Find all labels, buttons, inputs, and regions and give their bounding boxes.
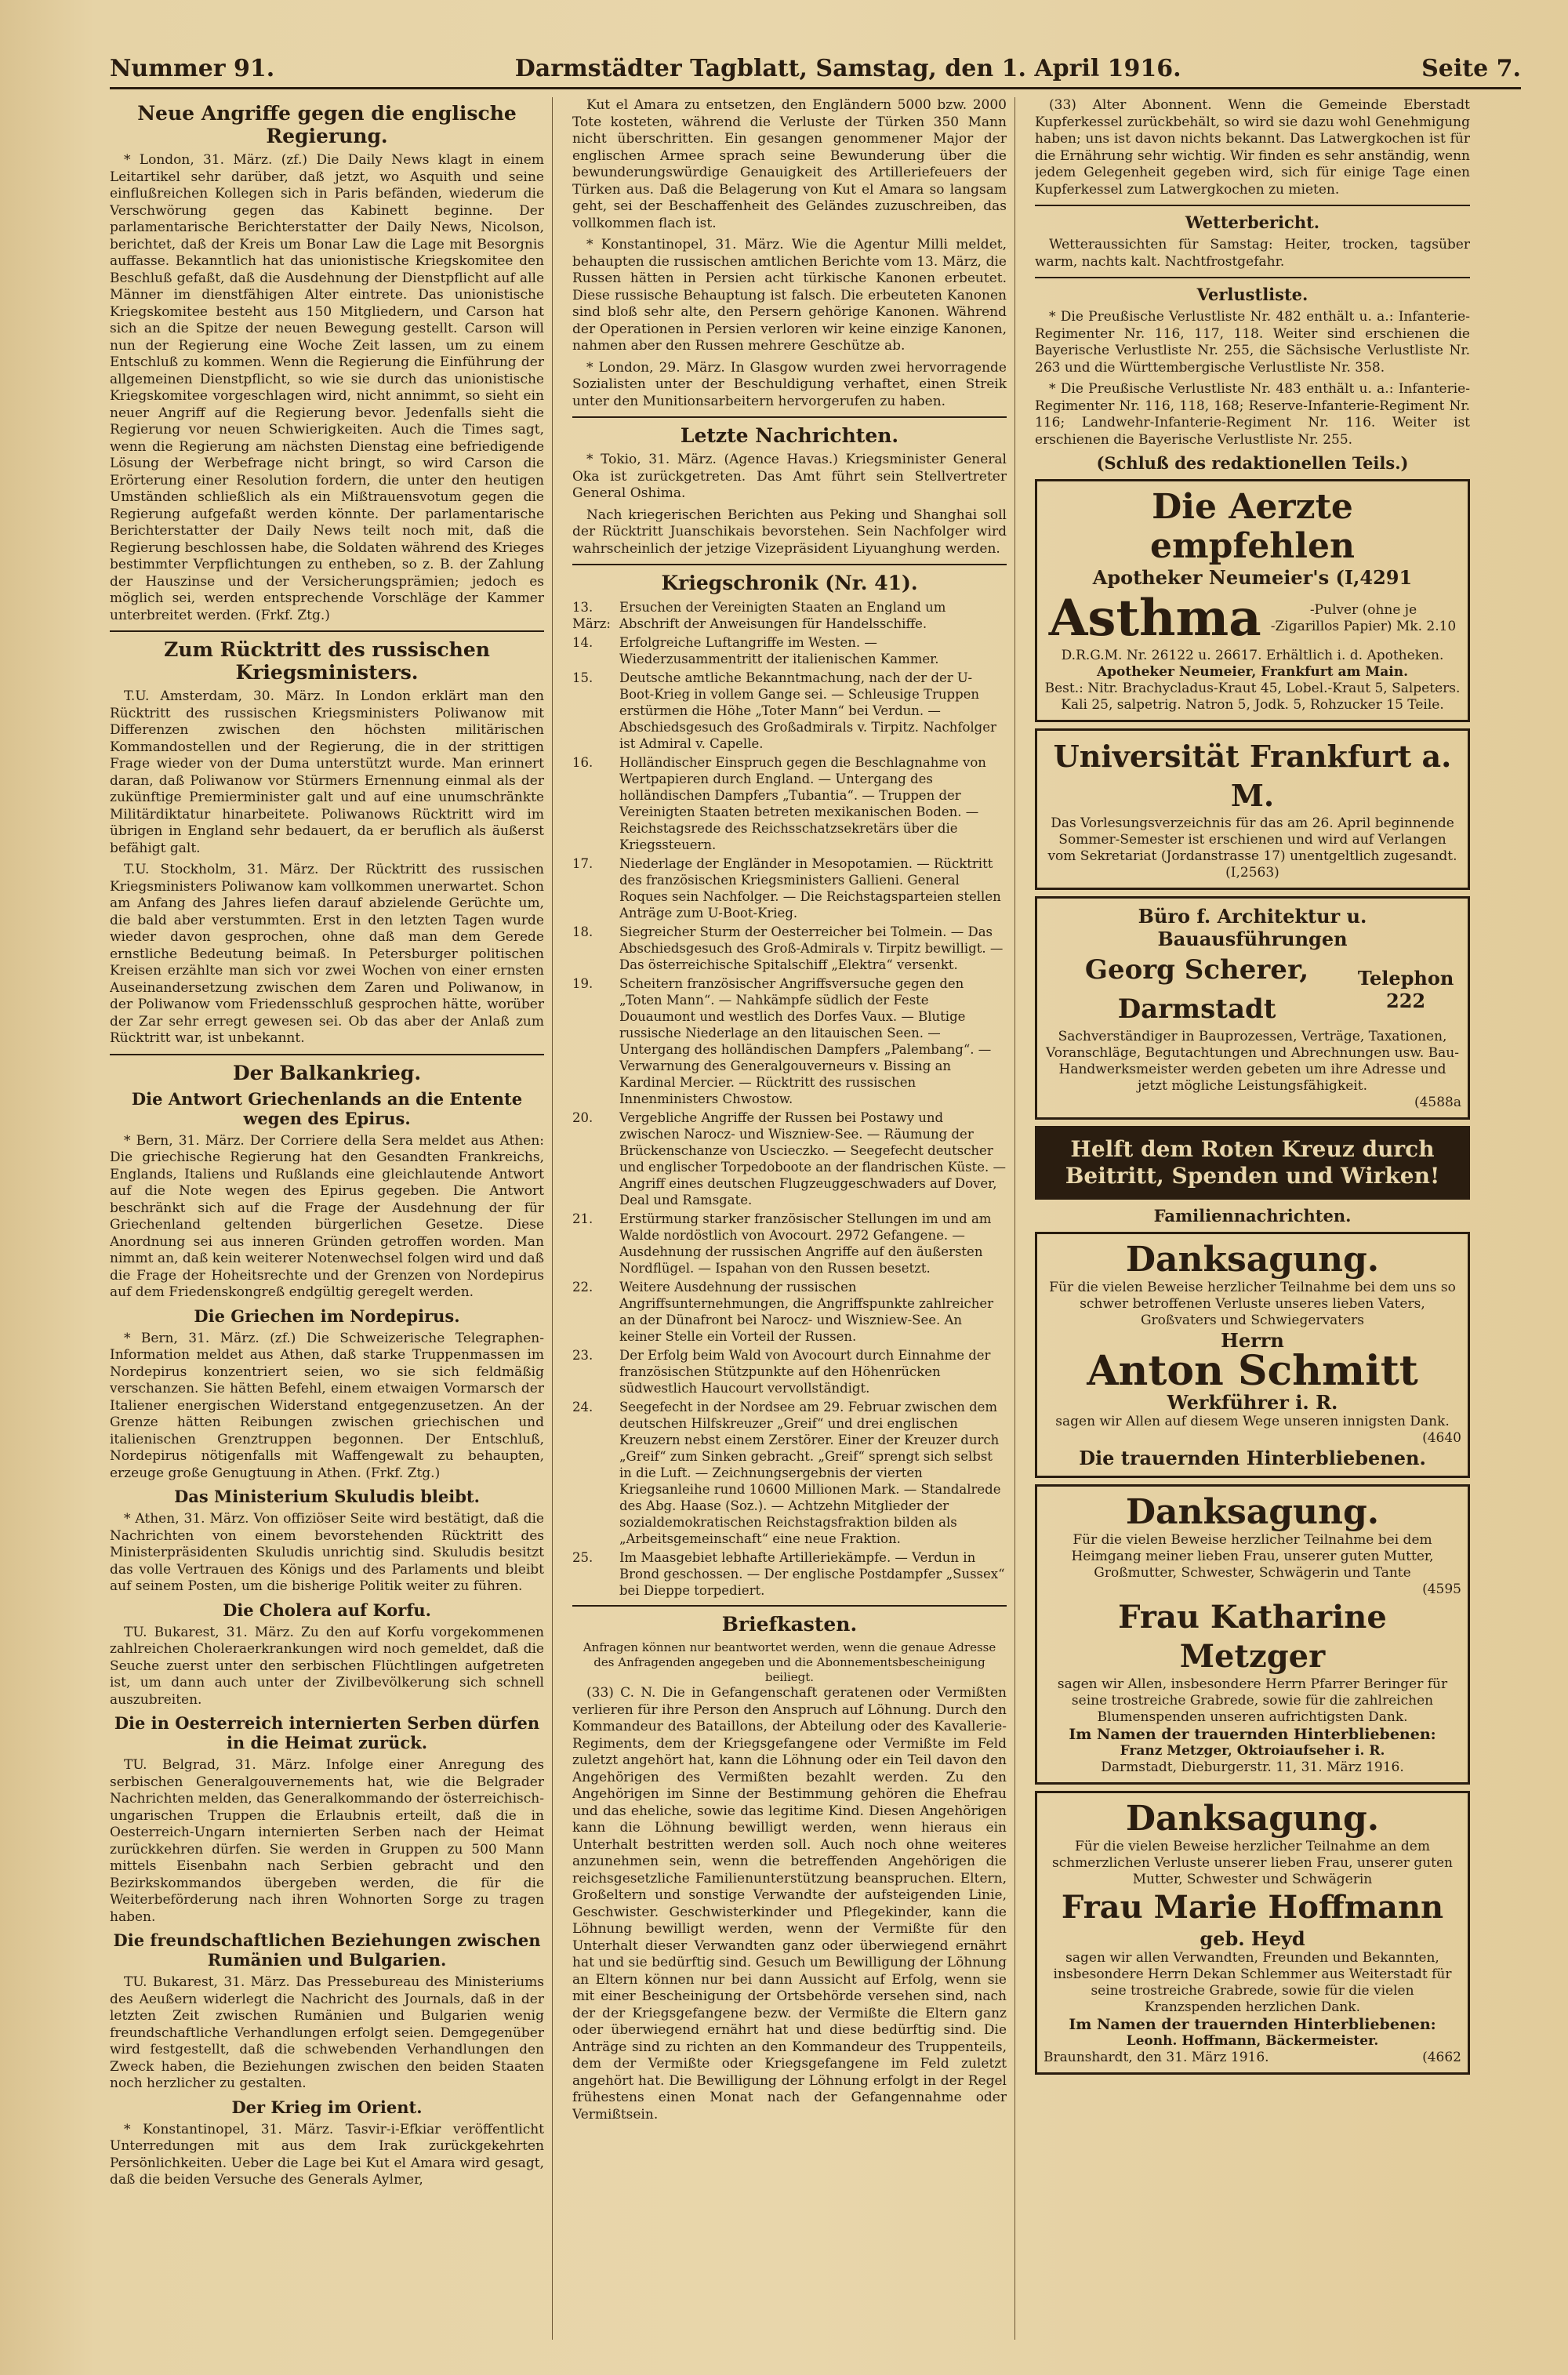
- notice-birthname: geb. Heyd: [1200, 1927, 1305, 1950]
- notice-text: sagen wir Allen auf diesem Wege unseren innigsten Dank.: [1055, 1414, 1450, 1429]
- subheadline: Die Griechen im Nordepirus.: [194, 1306, 460, 1326]
- ad-product-name: Asthma: [1048, 589, 1261, 648]
- article-paragraph: TU. Bukarest, 31. März. Zu den auf Korfu vorgekommenen zahlreichen Choleraerkrankungen wird noch gemeldet, daß die Seuche zuerst unter den serbischen Flüchtlingen aufgetreten ist, um dann auch unter der Zivilbevölkerung sich schnell auszubreiten.: [110, 1624, 544, 1708]
- chronicle-entry: [572, 634, 1007, 667]
- chronicle-entry: [572, 754, 1007, 853]
- paper-title-date: Darmstädter Tagblatt, Samstag, den 1. April 1916.: [514, 55, 1181, 82]
- ad-name-row: [1044, 950, 1461, 1029]
- article-paragraph: * Die Preußische Verlustliste Nr. 482 enthält u. a.: Infanterie-Regimenter Nr. 116, 117, 118. Weiter sind erschienen die Bayerische Verlustliste Nr. 255, die Sächsische Verlustliste Nr. 263 und die Württembergische Verlustliste Nr. 358.: [1035, 309, 1470, 376]
- notice-sign2: Leonh. Hoffmann, Bäckermeister.: [1126, 2033, 1379, 2049]
- notice-sign2: Franz Metzger, Oktroiaufseher i. R.: [1120, 1743, 1385, 1759]
- ad-asthma: [1035, 479, 1470, 722]
- headline: Kriegschronik (Nr. 41).: [661, 572, 918, 594]
- notice-name: Frau Marie Hoffmann: [1061, 1889, 1444, 1926]
- subheadline: Das Ministerium Skuludis bleibt.: [174, 1487, 480, 1506]
- chronicle-entry: [572, 1549, 1007, 1599]
- notice-metzger: [1035, 1484, 1470, 1785]
- notice-name: Anton Schmitt: [1087, 1347, 1418, 1395]
- chronicle-date: 13. März:: [572, 600, 611, 631]
- subheadline: Die freundschaftlichen Beziehungen zwischen Rumänien und Bulgarien.: [113, 1930, 541, 1970]
- ad-subtitle: [1044, 566, 1461, 589]
- notice-sign: Im Namen der trauernden Hinterbliebenen:: [1069, 1726, 1436, 1743]
- subheadline: Verlustliste.: [1196, 285, 1308, 304]
- chronicle-date: 14.: [572, 635, 593, 650]
- masthead: [110, 55, 1521, 89]
- ad-line: D.R.G.M. Nr. 26122 u. 26617. Erhältlich i. d. Apotheken.: [1061, 648, 1444, 663]
- chronicle-text: Ersuchen der Vereinigten Staaten an England um Abschrift der Anweisungen für Handelsschiffe.: [619, 600, 946, 631]
- notice-text: Für die vielen Beweise herzlicher Teilnahme an dem schmerzlichen Verluste unserer lieben Frau, unserer guten Mutter, Schwester und Schwägerin: [1051, 1839, 1454, 1887]
- chronicle-entry: [572, 924, 1007, 973]
- ad-university: [1035, 728, 1470, 890]
- headline: Der Balkankrieg.: [232, 1061, 422, 1084]
- article-paragraph: * Bern, 31. März. Der Corriere della Sera meldet aus Athen: Die griechische Regierung hat den Gesandten Frankreichs, Englands, Italiens und Rußlands eine gleichlautende Antwort auf die Note wegen des Epirus gegeben. Die Antwort beschränkt sich auf die Frage der Ausdehnung der für Griechenland geltenden bürgerlichen Gesetze. Diese Anordnung sei aus inneren Gründen getroffen worden. Man nimmt an, daß kein weiterer Notenwechsel folgen wird und daß die Frage der Hoheitsrechte und der Grenzen von Nordepirus auf dem Friedenskongreß endgültig geregelt werden.: [110, 1132, 544, 1300]
- family-notices-heading: Familiennachrichten.: [1153, 1206, 1352, 1226]
- notice-code: (4640: [1422, 1430, 1461, 1446]
- chronicle-entry: [572, 1211, 1007, 1276]
- ad-red-cross: Helft dem Roten Kreuz durch Beitritt, Spenden und Wirken!: [1035, 1126, 1470, 1200]
- chronicle-entry: [572, 670, 1007, 752]
- notice-footer: [1044, 2050, 1461, 2066]
- ad-title: Die Aerzte empfehlen: [1150, 487, 1355, 566]
- chronicle-date: 17.: [572, 856, 593, 871]
- ad-product-lines: [1271, 602, 1457, 635]
- chronicle-text: Niederlage der Engländer in Mesopotamien. — Rücktritt des französischen Kriegsministers Gallieni. General Roques sein Nachfolger. — Die Reichstagsparteien stellen Anträge zum U-Boot-Krieg.: [619, 856, 1001, 921]
- article-paragraph: T.U. Stockholm, 31. März. Der Rücktritt des russischen Kriegsministers Poliwanow kam vollkommen unerwartet. Schon am Anfang des Jahres liefen darauf abzielende Gerüchte um, die bald aber verstummten. Erst in den letzten Tagen wurde wieder davon gesprochen, ohne daß man dem Gerede ernstliche Bedeutung beimaß. In Petersburger politischen Kreisen erzählte man sich vor zwei Wochen von einer ernsten Auseinandersetzung zwischen dem Zaren und Poliwanow, in der Poliwanow vom Friedensschluß gesprochen hätte, worüber der Zar sehr erregt gewesen sei. Ob das aber der Anlaß zum Rücktritt war, ist unbekannt.: [110, 862, 544, 1046]
- notice-schmitt: [1035, 1232, 1470, 1478]
- chronicle-text: Siegreicher Sturm der Oesterreicher bei Tolmein. — Das Abschiedsgesuch des Groß-Admirals v. Tirpitz bewilligt. — Das österreichische Spitalschiff „Elektra“ versenkt.: [619, 924, 1004, 972]
- ad-top: Büro f. Architektur u. Bauausführungen: [1138, 905, 1367, 950]
- article-paragraph: (33) C. N. Die in Gefangenschaft geratenen oder Vermißten verlieren für ihre Person den Anspruch auf Löhnung. Durch den Kommandeur des Bataillons, der Abteilung oder des Kavallerie-Regiments, dem der Kriegsgefangene oder Vermißte im Feld zuletzt angehört hat, kann die Löhnung oder ein Teil davon den Angehörigen des Vermißten bezahlt werden. Zu den Angehörigen im Sinne der Bestimmung gehören die Ehefrau und das eheliche, sowie das legitime Kind. Diesen Angehörigen kann die Löhnung bewilligt werden, wenn hieraus ein Unterhalt bestritten werden soll. Auch noch ohne weiteres anzunehmen sein, wenn die betreffenden Angehörigen die reichsgesetzliche Familienunterstützung beanspruchen. Eltern, Großeltern und sonstige Verwandte der aufsteigenden Linie, Geschwister. Geschwisterkinder und Pflegekinder, kann die Löhnung bewilligt werden, wenn der Vermißte für den Unterhalt dieser Verwandten ganz oder überwiegend ernährt hat und sie bedürftig sind. Gesuch um Bewilligung der Löhnung an Eltern können nur bei dann Aussicht auf Erfolg, wenn sie mit einer Bescheinigung der Ortsbehörde versehen sind, nach der der Kriegsgefangene bezw. der Vermißte die Eltern ganz oder überwiegend ernährt hat und diese bedürftig sind. Die Anträge sind zu richten an den Kommandeur des Truppenteils, dem der Vermißte oder Kriegsgefangene im Feld zuletzt angehört hat. Die Bewilligung der Löhnung erfolgt in der Regel frühestens einen Monat nach der Gefangennahme oder Vermißtsein.: [572, 1685, 1007, 2123]
- chronicle-text: Erstürmung starker französischer Stellungen im und am Walde nordöstlich von Avocourt. 2972 Gefangene. — Ausdehnung der russischen Angriffe auf den äußersten Nordflügel. — Ispahan von den Russen besetzt.: [619, 1211, 992, 1276]
- divider: [1035, 205, 1470, 206]
- war-chronicle-list: [572, 599, 1007, 1599]
- subheadline: Wetterbericht.: [1185, 212, 1320, 232]
- notice-text: sagen wir Allen, insbesondere Herrn Pfarrer Beringer für seine trostreiche Grabrede, sowie für die zahlreichen Blumenspenden unseren aufrichtigsten Dank.: [1057, 1676, 1448, 1725]
- notice-place: Darmstadt, Dieburgerstr. 11, 31. März 1916.: [1101, 1759, 1404, 1775]
- chronicle-date: 15.: [572, 670, 593, 685]
- article-paragraph: * Konstantinopel, 31. März. Tasvir-i-Efkiar veröffentlicht Unterredungen mit aus dem Irak zurückgekehrten Persönlichkeiten. Ueber die Lage bei Kut el Amara wird gesagt, daß die beiden Versuche des Generals Aylmer,: [110, 2121, 544, 2188]
- article-paragraph: Kut el Amara zu entsetzen, den Engländern 5000 bzw. 2000 Tote kosteten, während die Verluste der Türken 350 Mann nicht überschritten. Ein gesangen genommener Major der englischen Armee sprach seine Bewunderung über die bewunderungswürdige Genauigkeit des Artilleriefeuers der Türken aus. Daß die Belagerung von Kut el Amara so langsam geht, sei der Beschaffenheit des Geländes zuzuschreiben, das vollkommen flach ist.: [572, 97, 1007, 231]
- article-paragraph: * Die Preußische Verlustliste Nr. 483 enthält u. a.: Infanterie-Regimenter Nr. 116, 118, 168; Reserve-Infanterie-Regiment Nr. 116; Landwehr-Infanterie-Regiment Nr. 116. Weiter ist erschienen die Bayerische Verlustliste Nr. 255.: [1035, 381, 1470, 448]
- ad-title: Universität Frankfurt a. M.: [1053, 739, 1452, 813]
- chronicle-text: Weitere Ausdehnung der russischen Angriffsunternehmungen, die Angriffspunkte zahlreicher an der Dünafront bei Narocz- und Wiszniew-See. An keiner Stelle ein Vorteil der Russen.: [619, 1280, 994, 1344]
- ad-line: Best.: Nitr. Brachycladus-Kraut 45, Lobel.-Kraut 5, Salpeters. Kali 25, salpetrig. Natron 5, Jodk. 5, Rohzucker 15 Teile.: [1044, 681, 1461, 713]
- chronicle-date: 16.: [572, 755, 593, 770]
- chronicle-date: 25.: [572, 1550, 593, 1565]
- chronicle-entry: [572, 599, 1007, 632]
- headline: Briefkasten.: [721, 1613, 858, 1636]
- article-paragraph: Nach kriegerischen Berichten aus Peking und Shanghai soll der Rücktritt Juanschikais bevorstehen. Sein Nachfolger wird wahrscheinlich der jetzige Vizepräsident Liyuanghung werden.: [572, 507, 1007, 557]
- chronicle-entry: [572, 975, 1007, 1107]
- notice-code: (4595: [1422, 1582, 1461, 1597]
- divider: [572, 564, 1007, 565]
- chronicle-entry: [572, 855, 1007, 921]
- chronicle-entry: [572, 1279, 1007, 1345]
- column-2: [572, 97, 1015, 2340]
- article-paragraph: * Konstantinopel, 31. März. Wie die Agentur Milli meldet, behaupten die russischen amtlichen Berichte vom 13. März, die Russen hätten in Persien acht türkische Kanonen erbeutet. Diese russische Behauptung ist falsch. Die erbeuteten Kanonen sind bloß sehr alte, den Persern gehörige Kanonen. Während der Operationen in Persien verloren wir keine einzige Kanonen, nahmen aber den Russen mehrere Geschütze ab.: [572, 237, 1007, 354]
- headline: Neue Angriffe gegen die englische Regierung.: [137, 102, 517, 147]
- chronicle-date: 23.: [572, 1348, 593, 1363]
- notice-text: Für die vielen Beweise herzlicher Teilnahme bei dem Heimgang meiner lieben Frau, unserer guten Mutter, Großmutter, Schwester, Schwägerin und Tante: [1071, 1532, 1434, 1581]
- chronicle-entry: [572, 1347, 1007, 1396]
- notice-code: (4662: [1422, 2050, 1461, 2065]
- ad-code: (I,2563): [1225, 865, 1279, 881]
- divider: [110, 1054, 544, 1055]
- column-1: [110, 97, 553, 2340]
- page-number: Seite 7.: [1421, 55, 1521, 82]
- article-paragraph: * London, 29. März. In Glasgow wurden zwei hervorragende Sozialisten unter der Beschuldigung verhaftet, einen Streik unter den Munitionsarbeitern hervorgerufen zu haben.: [572, 359, 1007, 409]
- chronicle-entry: [572, 1399, 1007, 1547]
- notice-hoffmann: [1035, 1791, 1470, 2075]
- chronicle-text: Deutsche amtliche Bekanntmachung, nach der der U-Boot-Krieg in vollem Gange sei. — Schleusige Truppen erstürmen die Höhe „Toter Mann“ bei Verdun. — Abschiedsgesuch des Großadmirals v. Tirpitz. Nachfolger ist Admiral v. Capelle.: [619, 670, 996, 751]
- chronicle-text: Erfolgreiche Luftangriffe im Westen. — Wiederzusammentritt der italienischen Kammer.: [619, 635, 939, 666]
- chronicle-text: Der Erfolg beim Wald von Avocourt durch Einnahme der französischen Stützpunkte auf den Höhenrücken südwestlich Haucourt vervollständigt.: [619, 1348, 991, 1396]
- divider: [572, 416, 1007, 418]
- notice-sign: Die trauernden Hinterbliebenen.: [1079, 1447, 1426, 1469]
- column-3: [1035, 97, 1478, 2340]
- end-of-editorial: (Schluß des redaktionellen Teils.): [1096, 453, 1409, 473]
- ad-code: (I,4291: [1335, 566, 1413, 589]
- ad-line: Apotheker Neumeier, Frankfurt am Main.: [1096, 664, 1409, 680]
- chronicle-text: Seegefecht in der Nordsee am 29. Februar zwischen dem deutschen Hilfskreuzer „Greif“ und drei englischen Kreuzern nebst einem Zerstörer. Einer der Kreuzer durch „Greif“ zum Sinken gebracht. „Greif“ sprengt sich selbst in die Luft. — Zeichnungsergebnis der vierten Kriegsanleihe rund 10600 Millionen Mark. — Standalrede des Abg. Haase (Soz.). — Achtzehn Mitglieder der sozialdemokratischen Reichstagsfraktion bilden als „Arbeitsgemeinschaft“ eine neue Fraktion.: [619, 1400, 1001, 1546]
- article-paragraph: * London, 31. März. (zf.) Die Daily News klagt in einem Leitartikel sehr darüber, daß jetzt, wo Asquith und seine einflußreichen Kollegen sich in Paris befänden, wiederum die Verschwörung gegen das Kabinett beginne. Der parlamentarische Berichterstatter der Daily News, Nicolson, berichtet, daß der Kreis um Bonar Law die Lage mit Besorgnis auffasse. Bekanntlich hat das unionistische Kriegskomitee den Beschluß gefaßt, daß die Ausdehnung der Dienstpflicht auf alle Männer im dienstfähigen Alter eintrete. Das unionistische Kriegskomitee besteht aus 150 Mitgliedern, und Carson hat sich an die Spitze der neuen Bewegung gestellt. Carson will nun der Regierung eine Woche Zeit lassen, um zu einem Entschluß zu kommen. Wenn die Regierung die Einführung der allgemeinen Dienstpflicht, so wie sie durch das unionistische Kriegskomitee vorgeschlagen wird, nicht annimmt, so sieht ein neuer Angriff auf die Regierung bevor. Jedenfalls sieht die Regierung vor neuen Schwierigkeiten. Auch die Times sagt, wenn die Regierung am nächsten Dienstag eine befriedigende Lösung der Werbefrage nicht bringt, so wird Carson die Erörterung einer Resolution fordern, die unter den heutigen Umständen schließlich als ein Mißtrauensvotum gegen die Regierung aufgefaßt werden könnte. Der parlamentarische Berichterstatter der Daily News teilt noch mit, daß die Regierung beschlossen habe, die Soldaten während des Krieges bestimmter Verpflichtungen zu entheben, so z. B. der Zahlung der Hauszinse und der Versicherungsprämien; jedoch es möglich sei, werden entsprechende Vorschläge der Kammer unterbreitet werden. (Frkf. Ztg.): [110, 152, 544, 623]
- divider: [1035, 277, 1470, 278]
- chronicle-text: Holländischer Einspruch gegen die Beschlagnahme von Wertpapieren durch England. — Untergang des holländischen Dampfers „Tubantia“. — Truppen der Vereinigten Staaten betreten mexikanischen Boden. — Reichstagsrede des Reichsschatzsekretärs über die Kriegssteuern.: [619, 755, 986, 852]
- mailbox-note: Anfragen können nur beantwortet werden, wenn die genaue Adresse des Anfragenden angegeben und die Abonnementsbescheinigung beiliegt.: [583, 1640, 996, 1684]
- ad-text: Sachverständiger in Bauprozessen, Verträge, Taxationen, Voranschläge, Begutachtungen und Abrechnungen usw. Bau-Handwerksmeister werden gebeten um ihre Adresse und jetzt mögliche Leistungsfähigkeit.: [1046, 1029, 1459, 1094]
- ad-subtitle-text: Apotheker Neumeier's: [1092, 566, 1330, 589]
- headline: Zum Rücktritt des russischen Kriegsministers.: [164, 638, 490, 684]
- article-paragraph: (33) Alter Abonnent. Wenn die Gemeinde Eberstadt Kupferkessel zurückbehält, so wird sie dazu wohl Genehmigung haben; uns ist davon nichts bekannt. Das Latwergkochen ist für die Ernährung sehr wichtig. Wir finden es sehr anständig, wenn jedem Gelegenheit gegeben wird, sich für einige Tage einen Kupferkessel zum Latwergkochen zu mieten.: [1035, 97, 1470, 198]
- subheadline: Die Cholera auf Korfu.: [223, 1600, 431, 1620]
- subheadline: Die Antwort Griechenlands an die Entente wegen des Epirus.: [131, 1088, 523, 1128]
- divider: [110, 630, 544, 632]
- chronicle-date: 18.: [572, 924, 593, 939]
- ad-line: -Zigarillos Papier) Mk. 2.10: [1270, 618, 1457, 634]
- article-paragraph: * Tokio, 31. März. (Agence Havas.) Kriegsminister General Oka ist zurückgetreten. Das Amt führt sein Stellvertreter General Oshima.: [572, 452, 1007, 501]
- chronicle-text: Vergebliche Angriffe der Russen bei Postawy und zwischen Narocz- und Wiszniew-See. — Räumung der Brückenschanze von Uscieczko. — Seegefecht deutscher und englischer Torpedoboote an der flandrischen Küste. — Angriff eines deutschen Flugzeuggeschwaders auf Dover, Deal und Ramsgate.: [619, 1110, 1007, 1207]
- ad-product: [1044, 589, 1461, 648]
- article-paragraph: T.U. Amsterdam, 30. März. In London erklärt man den Rücktritt des russischen Kriegsministers Poliwanow mit Differenzen zwischen den höchsten militärischen Kommandostellen und der Regierung, die in der strittigen Frage wieder von der Duma unterstützt wurde. Man erinnert daran, daß Poliwanow vor Stürmers Ernennung einmal als der zukünftige Premierminister galt und auf eine unumschränkte Militärdiktatur hinarbeitete. Poliwanows Rücktritt wird im übrigen in England sehr bedauert, da er beruflich als äußerst befähigt galt.: [110, 688, 544, 856]
- chronicle-date: 22.: [572, 1280, 593, 1295]
- divider: [572, 1605, 1007, 1607]
- article-paragraph: TU. Belgrad, 31. März. Infolge einer Anregung des serbischen Generalgouvernements hat, wie die Belgrader Nachrichten melden, das Generalkommando der österreichisch-ungarischen Truppen die Erlaubnis erteilt, daß die in Oesterreich-Ungarn internierten Serben nach der Heimat zurückkehren dürfen. Sie werden in Gruppen zu 500 Mann mittels Eisenbahn nach Serbien gebracht und den Bezirkskommandos übergeben werden, die für die Weiterbeförderung nach ihren Wohnorten Sorge zu tragen haben.: [110, 1757, 544, 1925]
- article-paragraph: * Athen, 31. März. Von offiziöser Seite wird bestätigt, daß die Nachrichten von einem bevorstehenden Rücktritt des Ministerpräsidenten Skuludis unrichtig sind. Skuludis besitzt das volle Vertrauen des Königs und des Parlaments und bleibt auf seinem Posten, um die bisherige Politik weiter zu führen.: [110, 1511, 544, 1594]
- chronicle-entry: [572, 1109, 1007, 1208]
- notice-text: Für die vielen Beweise herzlicher Teilnahme bei dem uns so schwer betroffenen Verluste unseres lieben Vaters, Großvaters und Schwiegervaters: [1049, 1280, 1456, 1328]
- article-paragraph: * Bern, 31. März. (zf.) Die Schweizerische Telegraphen-Information meldet aus Athen, daß starke Truppenmassen im Nordepirus konzentriert seien, wo sie sich feldmäßig verschanzen. Sie hätten Befehl, einem etwaigen Vormarsch der Italiener energischen Widerstand entgegenzusetzen. An der Grenze hätten Reibungen zwischen griechischen und italienischen Grenztruppen begonnen. Der Entschluß, Nordepirus nötigenfalls mit Waffengewalt zu behaupten, erzeuge große Genugtuung in Athen. (Frkf. Ztg.): [110, 1330, 544, 1481]
- ad-text: Das Vorlesungsverzeichnis für das am 26. April beginnende Sommer-Semester ist erschienen und wird auf Verlangen vom Sekretariat (Jordanstrasse 17) unentgeltlich zugesandt.: [1047, 815, 1457, 864]
- article-paragraph: Wetteraussichten für Samstag: Heiter, trocken, tagsüber warm, nachts kalt. Nachtfrostgefahr.: [1035, 237, 1470, 270]
- subheadline: Die in Oesterreich internierten Serben dürfen in die Heimat zurück.: [114, 1713, 540, 1752]
- chronicle-text: Scheitern französischer Angriffsversuche gegen den „Toten Mann“. — Nahkämpfe südlich der Feste Douaumont und westlich des Dorfes Vaux. — Blutige russische Niederlage an den litauischen Seen. — Untergang des holländischen Dampfers „Palembang“. — Verwarnung des Generalgouverneurs v. Bissing an Kardinal Mercier. — Rücktritt des russischen Innenministers Chwostow.: [619, 976, 992, 1106]
- notice-title: Danksagung.: [1125, 1799, 1380, 1839]
- ad-code: (4588a: [1414, 1095, 1461, 1110]
- ad-name: Georg Scherer, Darmstadt: [1084, 954, 1309, 1025]
- chronicle-date: 24.: [572, 1400, 593, 1414]
- article-paragraph: TU. Bukarest, 31. März. Das Pressebureau des Ministeriums des Aeußern widerlegt die Nachricht des Journals, daß in der letzten Zeit zwischen Rumänien und Bulgarien wenig freundschaftliche Verhandlungen erfolgt seien. Demgegenüber wird festgestellt, daß die schwebenden Verhandlungen den Zweck haben, die Beziehungen zwischen den beiden Staaten noch herzlicher zu gestalten.: [110, 1974, 544, 2091]
- notice-name: Frau Katharine Metzger: [1118, 1599, 1387, 1675]
- ad-architect: [1035, 896, 1470, 1120]
- ad-telephone: Telephon 222: [1357, 967, 1454, 1012]
- notice-text: sagen wir allen Verwandten, Freunden und Bekannten, insbesondere Herrn Dekan Schlemmer aus Weiterstadt für seine trostreiche Grabrede, sowie für die vielen Kranzspenden herzlichen Dank.: [1053, 1950, 1452, 2015]
- notice-herr: Herrn: [1221, 1329, 1284, 1352]
- notice-place: Braunshardt, den 31. März 1916.: [1044, 2050, 1269, 2065]
- notice-title: Danksagung.: [1125, 1492, 1380, 1532]
- issue-number: Nummer 91.: [110, 55, 275, 82]
- notice-job: Werkführer i. R.: [1167, 1391, 1338, 1414]
- notice-title: Danksagung.: [1125, 1240, 1380, 1280]
- chronicle-date: 20.: [572, 1110, 593, 1125]
- ad-line: -Pulver (ohne je: [1309, 601, 1417, 618]
- chronicle-date: 19.: [572, 976, 593, 991]
- chronicle-date: 21.: [572, 1211, 593, 1226]
- subheadline: Der Krieg im Orient.: [231, 2097, 423, 2117]
- headline: Letzte Nachrichten.: [680, 424, 899, 447]
- notice-sign: Im Namen der trauernden Hinterbliebenen:: [1069, 2016, 1436, 2033]
- chronicle-text: Im Maasgebiet lebhafte Artilleriekämpfe. — Verdun in Brond geschossen. — Der englische Postdampfer „Sussex“ bei Dieppe torpediert.: [619, 1550, 1005, 1598]
